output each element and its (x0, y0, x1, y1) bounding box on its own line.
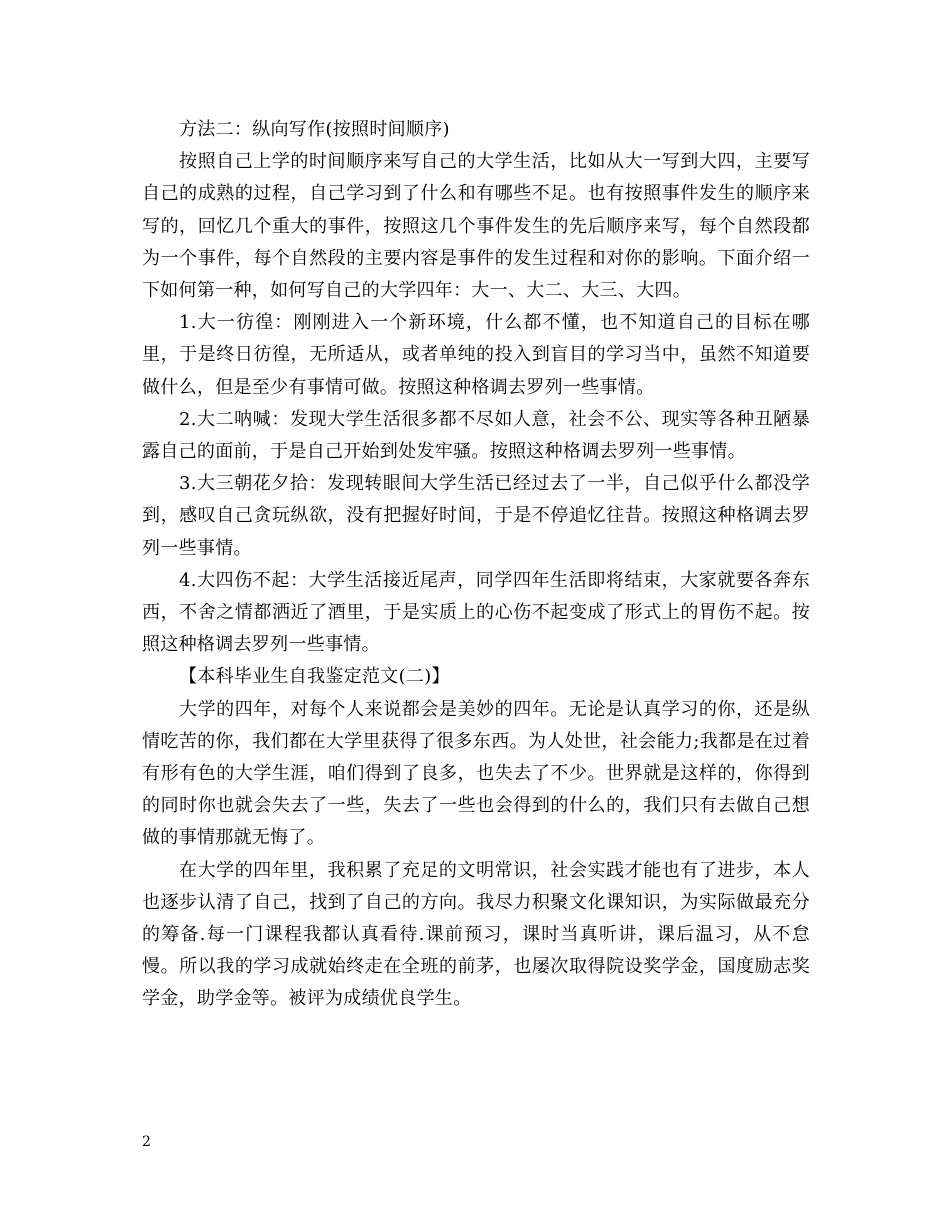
document-body (142, 114, 810, 1016)
essay-paragraph-study: 在大学的四年里，我积累了充足的文明常识，社会实践才能也有了进步，本人也逐步认清了自己，找到了自己的方向。我尽力积聚文化课知识，为实际做最充分的筹备.每一门课程我都认真看待.课前预习，课时当真听讲，课后温习，从不怠慢。所以我的学习成就始终走在全班的前茅，也屡次取得院设奖学金，国度励志奖学金，助学金等。被评为成绩优良学生。 (142, 859, 810, 1010)
freshman-year-item: 1.大一彷徨：刚刚进入一个新环境，什么都不懂，也不知道自己的目标在哪里，于是终日彷徨，无所适从，或者单纯的投入到盲目的学习当中，虽然不知道要做什么，但是至少有事情可做。按照这种格调去罗列一些事情。 (142, 312, 810, 398)
senior-year-item: 4.大四伤不起：大学生活接近尾声，同学四年生活即将结束，大家就要各奔东西，不舍之情都洒近了酒里，于是实质上的心伤不起变成了形式上的胃伤不起。按照这种格调去罗列一些事情。 (142, 569, 810, 656)
sample-essay-two-title: 【本科毕业生自我鉴定范文(二)】 (179, 666, 450, 688)
essay-paragraph-intro: 大学的四年，对每个人来说都会是美妙的四年。无论是认真学习的你，还是纵情吃苦的你，我们都在大学里获得了很多东西。为人处世，社会能力;我都是在过着有形有色的大学生涯，咱们得到了良多，也失去了不少。世界就是这样的，你得到的同时你也就会失去了一些，失去了一些也会得到的什么的，我们只有去做自己想做的事情那就无悔了。 (142, 698, 810, 849)
sophomore-year-item: 2.大二呐喊：发现大学生活很多都不尽如人意，社会不公、现实等各种丑陋暴露自己的面前，于是自己开始到处发牢骚。按照这种格调去罗列一些事情。 (142, 408, 810, 463)
page-number: 2 (142, 1134, 151, 1150)
method-two-heading: 方法二：纵向写作(按照时间顺序) (179, 119, 450, 140)
junior-year-item: 3.大三朝花夕拾：发现转眼间大学生活已经过去了一半，自己似乎什么都没学到，感叹自己贪玩纵欲，没有把握好时间，于是不停追忆往昔。按照这种格调去罗列一些事情。 (142, 473, 810, 559)
method-two-description: 按照自己上学的时间顺序来写自己的大学生活，比如从大一写到大四，主要写自己的成熟的过程，自己学习到了什么和有哪些不足。也有按照事件发生的顺序来写的，回忆几个重大的事件，按照这几个事件发生的先后顺序来写，每个自然段都为一个事件，每个自然段的主要内容是事件的发生过程和对你的影响。下面介绍一下如何第一种，如何写自己的大学四年：大一、大二、大三、大四。 (142, 151, 810, 302)
